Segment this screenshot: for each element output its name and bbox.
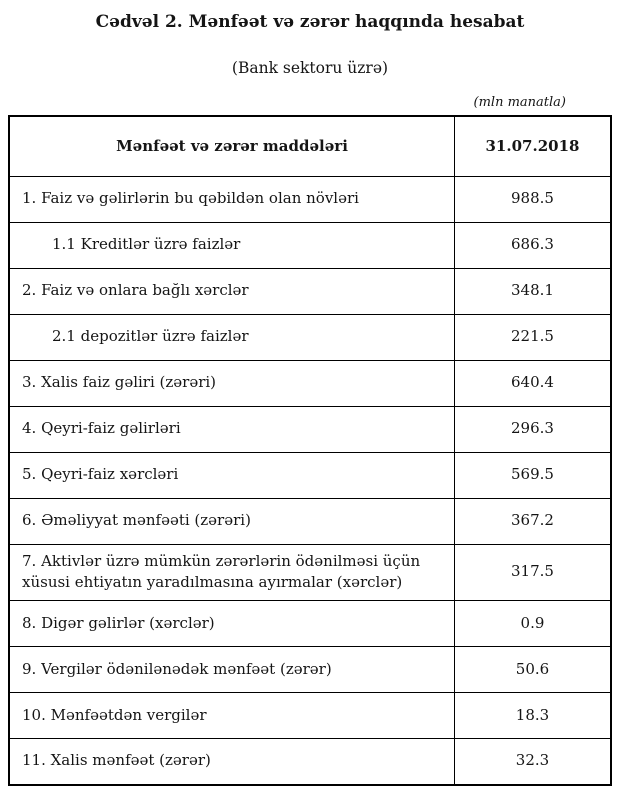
row-value-cell: 0.9 (454, 601, 611, 647)
row-label-cell: 11. Xalis mənfəət (zərər) (9, 739, 454, 785)
table-row (9, 544, 611, 601)
row-value-cell: 296.3 (454, 406, 611, 452)
table-row (9, 498, 611, 544)
page-title: Cədvəl 2. Mənfəət və zərər haqqında hesabat (95, 12, 525, 32)
row-label-cell: 2. Faiz və onlara bağlı xərclər (9, 268, 454, 314)
table-row (9, 406, 611, 452)
column-header-date: 31.07.2018 (454, 116, 611, 176)
table-body (9, 176, 611, 785)
row-label-cell: 2.1 depozitlər üzrə faizlər (9, 314, 454, 360)
row-label-cell: 9. Vergilər ödənilənədək mənfəət (zərər) (9, 647, 454, 693)
row-value-cell: 988.5 (454, 176, 611, 222)
row-value-cell: 221.5 (454, 314, 611, 360)
unit-note: (mln manatla) (473, 95, 566, 110)
table-row (9, 222, 611, 268)
row-value-cell: 367.2 (454, 498, 611, 544)
table-row (9, 176, 611, 222)
table-row (9, 268, 611, 314)
table-row (9, 360, 611, 406)
row-value-cell: 18.3 (454, 693, 611, 739)
row-label-cell: 4. Qeyri-faiz gəlirləri (9, 406, 454, 452)
table-row (9, 647, 611, 693)
row-label-cell: 7. Aktivlər üzrə mümkün zərərlərin ödənilməsi üçün xüsusi ehtiyatın yaradılmasına ayırmalar (xərclər) (9, 544, 454, 601)
table-header (9, 116, 611, 176)
table-row (9, 693, 611, 739)
row-value-cell: 50.6 (454, 647, 611, 693)
row-value-cell: 686.3 (454, 222, 611, 268)
row-label-cell: 1. Faiz və gəlirlərin bu qəbildən olan növləri (9, 176, 454, 222)
row-label-cell: 8. Digər gəlirlər (xərclər) (9, 601, 454, 647)
page-subtitle: (Bank sektoru üzrə) (231, 59, 389, 77)
row-label-cell: 6. Əməliyyat mənfəəti (zərəri) (9, 498, 454, 544)
row-value-cell: 32.3 (454, 739, 611, 785)
header-row (9, 116, 611, 176)
row-value-cell: 317.5 (454, 544, 611, 601)
table-row (9, 452, 611, 498)
row-label-cell: 3. Xalis faiz gəliri (zərəri) (9, 360, 454, 406)
row-value-cell: 640.4 (454, 360, 611, 406)
row-label-cell: 1.1 Kreditlər üzrə faizlər (9, 222, 454, 268)
profit-loss-table (8, 115, 612, 786)
table-row (9, 739, 611, 785)
table-row (9, 601, 611, 647)
row-label-cell: 10. Mənfəətdən vergilər (9, 693, 454, 739)
table-row (9, 314, 611, 360)
row-value-cell: 348.1 (454, 268, 611, 314)
row-value-cell: 569.5 (454, 452, 611, 498)
row-label-cell: 5. Qeyri-faiz xərcləri (9, 452, 454, 498)
column-header-items: Mənfəət və zərər maddələri (9, 116, 454, 176)
